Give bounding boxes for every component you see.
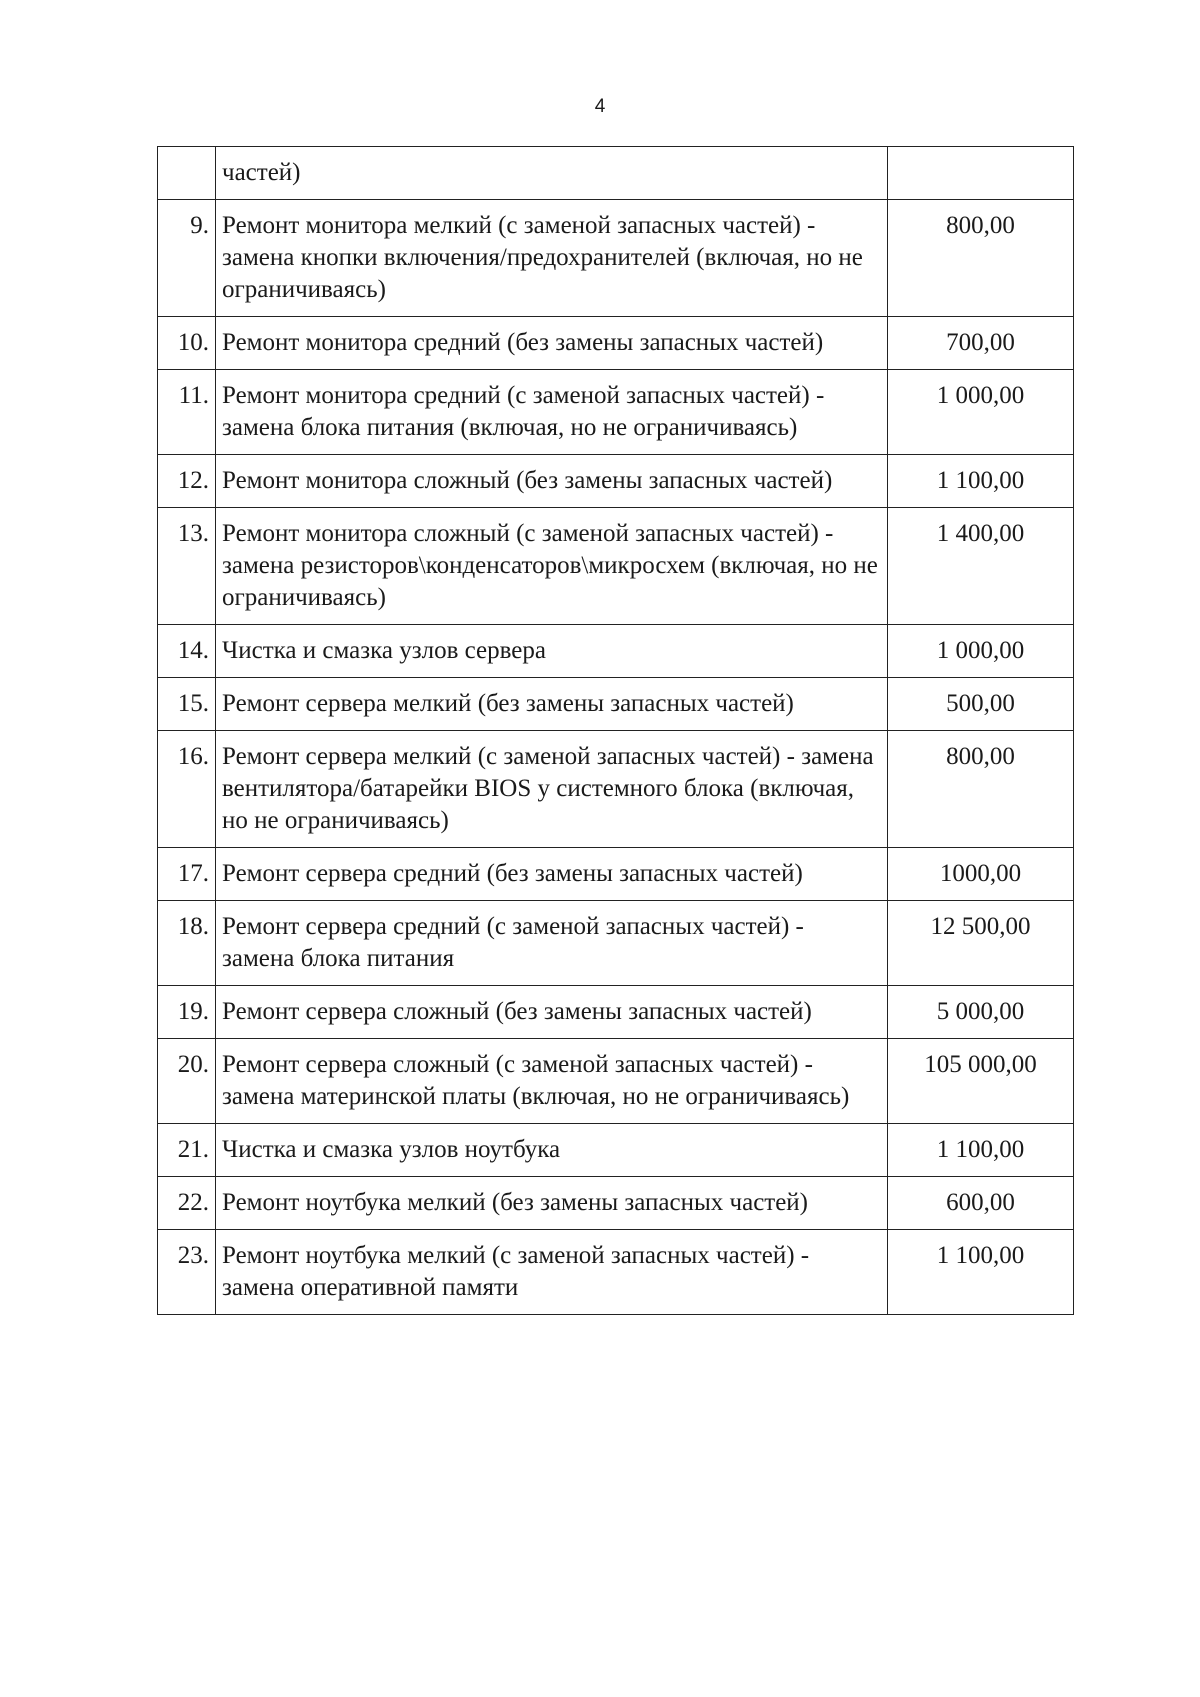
- table-row: [158, 200, 1074, 317]
- service-price: 105 000,00: [888, 1039, 1074, 1124]
- service-description: Ремонт монитора сложный (с заменой запасных частей) - замена резисторов\конденсаторов\микросхем (включая, но не ограничиваясь): [216, 508, 888, 625]
- service-price: 5 000,00: [888, 986, 1074, 1039]
- service-description: Чистка и смазка узлов сервера: [216, 625, 888, 678]
- service-price: 600,00: [888, 1177, 1074, 1230]
- table-row: [158, 625, 1074, 678]
- service-description: Ремонт монитора сложный (без замены запасных частей): [216, 455, 888, 508]
- service-description: Ремонт монитора мелкий (с заменой запасных частей) - замена кнопки включения/предохранителей (включая, но не ограничиваясь): [216, 200, 888, 317]
- table-row: [158, 1039, 1074, 1124]
- table-row: [158, 848, 1074, 901]
- service-description: Ремонт ноутбука мелкий (без замены запасных частей): [216, 1177, 888, 1230]
- row-number: 14.: [158, 625, 216, 678]
- service-description: Ремонт сервера сложный (без замены запасных частей): [216, 986, 888, 1039]
- row-number: [158, 147, 216, 200]
- service-description: Ремонт монитора средний (с заменой запасных частей) - замена блока питания (включая, но не ограничиваясь): [216, 370, 888, 455]
- row-number: 10.: [158, 317, 216, 370]
- row-number: 22.: [158, 1177, 216, 1230]
- table-row: [158, 678, 1074, 731]
- row-number: 15.: [158, 678, 216, 731]
- table-row: [158, 147, 1074, 200]
- service-description: Ремонт сервера средний (без замены запасных частей): [216, 848, 888, 901]
- table-row: [158, 455, 1074, 508]
- service-description: Ремонт сервера мелкий (с заменой запасных частей) - замена вентилятора/батарейки BIOS у системного блока (включая, но не ограничиваясь): [216, 731, 888, 848]
- table-row: [158, 901, 1074, 986]
- service-price: 1 400,00: [888, 508, 1074, 625]
- row-number: 20.: [158, 1039, 216, 1124]
- table-row: [158, 317, 1074, 370]
- row-number: 17.: [158, 848, 216, 901]
- table-row: [158, 986, 1074, 1039]
- row-number: 9.: [158, 200, 216, 317]
- service-description: Ремонт монитора средний (без замены запасных частей): [216, 317, 888, 370]
- service-price: 12 500,00: [888, 901, 1074, 986]
- row-number: 21.: [158, 1124, 216, 1177]
- service-description: Ремонт сервера средний (с заменой запасных частей) - замена блока питания: [216, 901, 888, 986]
- row-number: 18.: [158, 901, 216, 986]
- service-price: 1 000,00: [888, 370, 1074, 455]
- service-price: 800,00: [888, 731, 1074, 848]
- row-number: 12.: [158, 455, 216, 508]
- table-row: [158, 1230, 1074, 1315]
- row-number: 13.: [158, 508, 216, 625]
- service-description: частей): [216, 147, 888, 200]
- service-price: 800,00: [888, 200, 1074, 317]
- table-row: [158, 1124, 1074, 1177]
- table-row: [158, 370, 1074, 455]
- page-number: 4: [594, 96, 606, 117]
- service-price: 1000,00: [888, 848, 1074, 901]
- service-price: 500,00: [888, 678, 1074, 731]
- price-table-body: [158, 147, 1074, 1315]
- row-number: 23.: [158, 1230, 216, 1315]
- service-price: [888, 147, 1074, 200]
- price-table: [157, 146, 1074, 1315]
- service-description: Ремонт ноутбука мелкий (с заменой запасных частей) - замена оперативной памяти: [216, 1230, 888, 1315]
- service-description: Ремонт сервера сложный (с заменой запасных частей) - замена материнской платы (включая, но не ограничиваясь): [216, 1039, 888, 1124]
- row-number: 11.: [158, 370, 216, 455]
- table-row: [158, 1177, 1074, 1230]
- service-price: 1 100,00: [888, 1230, 1074, 1315]
- service-description: Ремонт сервера мелкий (без замены запасных частей): [216, 678, 888, 731]
- service-price: 1 100,00: [888, 1124, 1074, 1177]
- row-number: 16.: [158, 731, 216, 848]
- service-description: Чистка и смазка узлов ноутбука: [216, 1124, 888, 1177]
- service-price: 1 000,00: [888, 625, 1074, 678]
- row-number: 19.: [158, 986, 216, 1039]
- service-price: 700,00: [888, 317, 1074, 370]
- service-price: 1 100,00: [888, 455, 1074, 508]
- table-row: [158, 731, 1074, 848]
- table-row: [158, 508, 1074, 625]
